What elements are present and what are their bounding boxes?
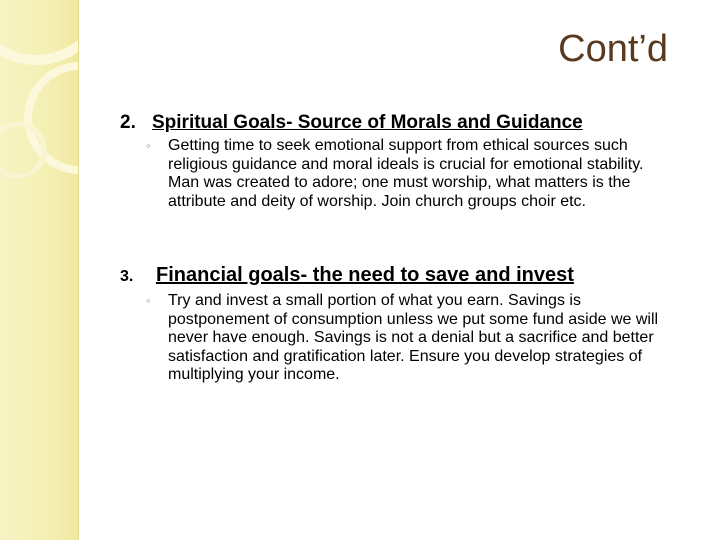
goal-bullet-spiritual	[146, 137, 670, 211]
goal-heading-text: Financial goals- the need to save and invest	[156, 264, 574, 286]
bullet-marker-icon: ◦	[146, 293, 151, 308]
bullet-text: Try and invest a small portion of what you earn. Savings is postponement of consumption unless we put some fund aside we will never have enough. Savings is not a denial but a sacrifice and better satisfaction and gratification later. Ensure you develop strategies of multiplying your income.	[168, 292, 659, 383]
bullet-marker-icon: ◦	[146, 138, 151, 153]
goal-bullet-financial	[146, 292, 670, 385]
goal-heading-text: Spiritual Goals- Source of Morals and Guidance	[152, 112, 583, 133]
decorative-side-band	[0, 0, 79, 540]
goal-number: 3.	[120, 268, 134, 285]
slide-title: Cont’d	[558, 28, 668, 70]
decorative-circles-graphic	[0, 0, 78, 540]
goal-heading-spiritual	[120, 112, 583, 134]
goal-number: 2.	[120, 112, 136, 133]
goal-heading-financial	[120, 264, 574, 287]
bullet-text: Getting time to seek emotional support from ethical sources such religious guidance and moral ideals is crucial for emotional stability. Man was created to adore; one must worship, what matters is the attribute and deity of worship. Join church groups choir etc.	[168, 137, 644, 210]
